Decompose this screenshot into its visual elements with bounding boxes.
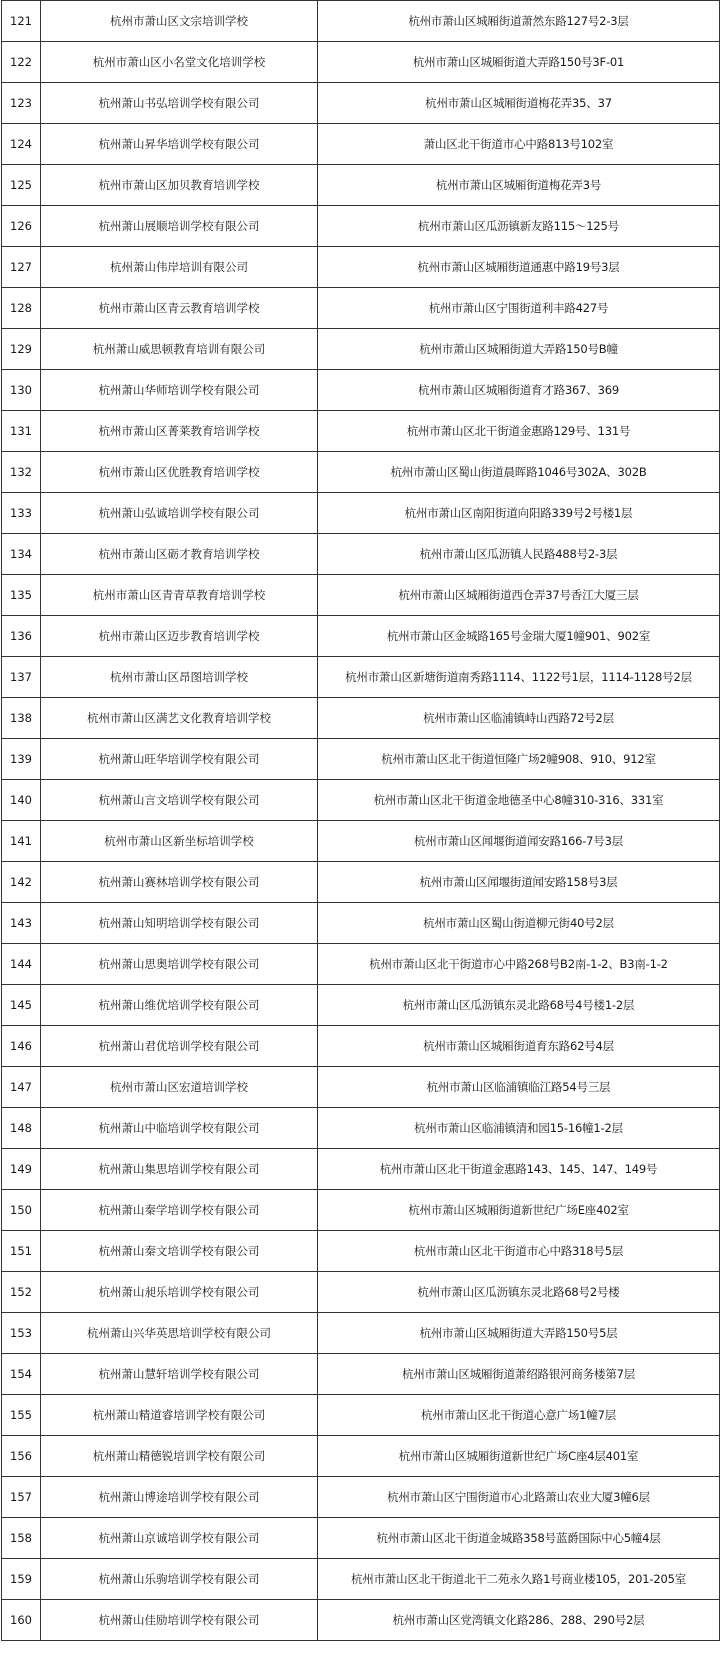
school-address: 杭州市萧山区北干街道北干二苑永久路1号商业楼105，201-205室 <box>318 1559 720 1600</box>
school-address: 杭州市萧山区城厢街道通惠中路19号3层 <box>318 247 720 288</box>
row-number: 149 <box>2 1149 41 1190</box>
table-row <box>2 534 720 575</box>
school-name: 杭州市萧山区迈步教育培训学校 <box>41 616 318 657</box>
school-address: 杭州市萧山区城厢街道西仓弄37号香江大厦三层 <box>318 575 720 616</box>
row-number: 152 <box>2 1272 41 1313</box>
school-name: 杭州市萧山区青青草教育培训学校 <box>41 575 318 616</box>
school-address: 杭州市萧山区城厢街道梅花弄3号 <box>318 165 720 206</box>
school-address: 杭州市萧山区临浦镇峙山西路72号2层 <box>318 698 720 739</box>
school-name: 杭州市萧山区优胜教育培训学校 <box>41 452 318 493</box>
table-row <box>2 42 720 83</box>
table-row <box>2 1600 720 1641</box>
table-row <box>2 1559 720 1600</box>
school-name: 杭州萧山赛林培训学校有限公司 <box>41 862 318 903</box>
table-row <box>2 698 720 739</box>
school-address: 杭州市萧山区北干街道金惠路129号、131号 <box>318 411 720 452</box>
table-row <box>2 288 720 329</box>
row-number: 135 <box>2 575 41 616</box>
table-row <box>2 1477 720 1518</box>
school-name: 杭州市萧山区满艺文化教育培训学校 <box>41 698 318 739</box>
school-name: 杭州市萧山区文宗培训学校 <box>41 1 318 42</box>
table-row <box>2 575 720 616</box>
school-address: 杭州市萧山区北干街道市心中路318号5层 <box>318 1231 720 1272</box>
table-row <box>2 1067 720 1108</box>
row-number: 144 <box>2 944 41 985</box>
school-address: 杭州市萧山区城厢街道大弄路150号5层 <box>318 1313 720 1354</box>
row-number: 153 <box>2 1313 41 1354</box>
row-number: 137 <box>2 657 41 698</box>
school-name: 杭州萧山旺华培训学校有限公司 <box>41 739 318 780</box>
table-row <box>2 1518 720 1559</box>
row-number: 146 <box>2 1026 41 1067</box>
school-address: 杭州市萧山区北干街道恒隆广场2幢908、910、912室 <box>318 739 720 780</box>
school-address: 杭州市萧山区北干街道金城路358号蓝爵国际中心5幢4层 <box>318 1518 720 1559</box>
school-name: 杭州萧山展顺培训学校有限公司 <box>41 206 318 247</box>
row-number: 147 <box>2 1067 41 1108</box>
school-name: 杭州市萧山区加贝教育培训学校 <box>41 165 318 206</box>
school-address: 杭州市萧山区城厢街道新世纪广场C座4层401室 <box>318 1436 720 1477</box>
school-name: 杭州萧山威思顿教育培训有限公司 <box>41 329 318 370</box>
school-address: 杭州市萧山区金城路165号金瑞大厦1幢901、902室 <box>318 616 720 657</box>
table-row <box>2 165 720 206</box>
row-number: 151 <box>2 1231 41 1272</box>
school-name: 杭州市萧山区菁莱教育培训学校 <box>41 411 318 452</box>
table-row <box>2 1026 720 1067</box>
school-address: 杭州市萧山区城厢街道萧然东路127号2-3层 <box>318 1 720 42</box>
school-name: 杭州市萧山区新坐标培训学校 <box>41 821 318 862</box>
school-name: 杭州萧山君优培训学校有限公司 <box>41 1026 318 1067</box>
table-row <box>2 1313 720 1354</box>
school-name: 杭州萧山秦文培训学校有限公司 <box>41 1231 318 1272</box>
school-address: 杭州市萧山区城厢街道梅花弄35、37 <box>318 83 720 124</box>
row-number: 150 <box>2 1190 41 1231</box>
table-row <box>2 1108 720 1149</box>
school-name: 杭州萧山伟岸培训有限公司 <box>41 247 318 288</box>
school-address: 杭州市萧山区宁围街道利丰路427号 <box>318 288 720 329</box>
row-number: 130 <box>2 370 41 411</box>
row-number: 148 <box>2 1108 41 1149</box>
school-name: 杭州市萧山区小名堂文化培训学校 <box>41 42 318 83</box>
school-name: 杭州萧山言文培训学校有限公司 <box>41 780 318 821</box>
row-number: 132 <box>2 452 41 493</box>
school-name: 杭州萧山秦学培训学校有限公司 <box>41 1190 318 1231</box>
row-number: 145 <box>2 985 41 1026</box>
table-row <box>2 329 720 370</box>
school-address: 杭州市萧山区城厢街道新世纪广场E座402室 <box>318 1190 720 1231</box>
school-name: 杭州萧山昶乐培训学校有限公司 <box>41 1272 318 1313</box>
table-row <box>2 1190 720 1231</box>
row-number: 125 <box>2 165 41 206</box>
school-name: 杭州萧山中临培训学校有限公司 <box>41 1108 318 1149</box>
school-address: 萧山区北干街道市心中路813号102室 <box>318 124 720 165</box>
table-row <box>2 1231 720 1272</box>
school-name: 杭州萧山佳励培训学校有限公司 <box>41 1600 318 1641</box>
row-number: 159 <box>2 1559 41 1600</box>
row-number: 154 <box>2 1354 41 1395</box>
school-address: 杭州市萧山区北干街道金地德圣中心8幢310-316、331室 <box>318 780 720 821</box>
school-name: 杭州萧山知明培训学校有限公司 <box>41 903 318 944</box>
table-row <box>2 944 720 985</box>
row-number: 158 <box>2 1518 41 1559</box>
school-address: 杭州市萧山区瓜沥镇新友路115～125号 <box>318 206 720 247</box>
school-name: 杭州萧山精德锐培训学校有限公司 <box>41 1436 318 1477</box>
table-row <box>2 411 720 452</box>
school-address: 杭州市萧山区城厢街道大弄路150号3F-01 <box>318 42 720 83</box>
school-name: 杭州萧山慧轩培训学校有限公司 <box>41 1354 318 1395</box>
school-name: 杭州市萧山区昂图培训学校 <box>41 657 318 698</box>
table-row <box>2 739 720 780</box>
row-number: 133 <box>2 493 41 534</box>
table-row <box>2 1149 720 1190</box>
school-name: 杭州市萧山区宏道培训学校 <box>41 1067 318 1108</box>
row-number: 123 <box>2 83 41 124</box>
row-number: 128 <box>2 288 41 329</box>
school-name: 杭州萧山兴华英思培训学校有限公司 <box>41 1313 318 1354</box>
school-address: 杭州市萧山区城厢街道萧绍路银河商务楼第7层 <box>318 1354 720 1395</box>
school-name: 杭州萧山昇华培训学校有限公司 <box>41 124 318 165</box>
row-number: 141 <box>2 821 41 862</box>
table-row <box>2 493 720 534</box>
school-address: 杭州市萧山区北干街道心意广场1幢7层 <box>318 1395 720 1436</box>
school-address: 杭州市萧山区蜀山街道晨晖路1046号302A、302B <box>318 452 720 493</box>
row-number: 136 <box>2 616 41 657</box>
school-name: 杭州市萧山区砺才教育培训学校 <box>41 534 318 575</box>
row-number: 140 <box>2 780 41 821</box>
row-number: 155 <box>2 1395 41 1436</box>
row-number: 131 <box>2 411 41 452</box>
school-address: 杭州市萧山区北干街道金惠路143、145、147、149号 <box>318 1149 720 1190</box>
school-address: 杭州市萧山区闻堰街道闻安路166-7号3层 <box>318 821 720 862</box>
school-address: 杭州市萧山区南阳街道向阳路339号2号楼1层 <box>318 493 720 534</box>
school-address: 杭州市萧山区临浦镇清和园15-16幢1-2层 <box>318 1108 720 1149</box>
school-name: 杭州萧山京诚培训学校有限公司 <box>41 1518 318 1559</box>
row-number: 157 <box>2 1477 41 1518</box>
row-number: 129 <box>2 329 41 370</box>
school-name: 杭州萧山集思培训学校有限公司 <box>41 1149 318 1190</box>
school-address: 杭州市萧山区闻堰街道闻安路158号3层 <box>318 862 720 903</box>
school-name: 杭州萧山博途培训学校有限公司 <box>41 1477 318 1518</box>
row-number: 121 <box>2 1 41 42</box>
table-row <box>2 862 720 903</box>
school-name: 杭州萧山书弘培训学校有限公司 <box>41 83 318 124</box>
row-number: 160 <box>2 1600 41 1641</box>
row-number: 139 <box>2 739 41 780</box>
table-row <box>2 985 720 1026</box>
row-number: 134 <box>2 534 41 575</box>
school-address: 杭州市萧山区新塘街道南秀路1114、1122号1层，1114-1128号2层 <box>318 657 720 698</box>
table-row <box>2 903 720 944</box>
school-address: 杭州市萧山区瓜沥镇东灵北路68号4号楼1-2层 <box>318 985 720 1026</box>
row-number: 156 <box>2 1436 41 1477</box>
school-name: 杭州萧山思奥培训学校有限公司 <box>41 944 318 985</box>
row-number: 138 <box>2 698 41 739</box>
table-row <box>2 1354 720 1395</box>
table-row <box>2 83 720 124</box>
school-address: 杭州市萧山区瓜沥镇东灵北路68号2号楼 <box>318 1272 720 1313</box>
school-address: 杭州市萧山区临浦镇临江路54号三层 <box>318 1067 720 1108</box>
table-row <box>2 370 720 411</box>
table-body <box>2 1 720 1641</box>
row-number: 126 <box>2 206 41 247</box>
school-name: 杭州萧山弘诚培训学校有限公司 <box>41 493 318 534</box>
school-name: 杭州萧山华师培训学校有限公司 <box>41 370 318 411</box>
school-address: 杭州市萧山区宁围街道市心北路萧山农业大厦3幢6层 <box>318 1477 720 1518</box>
school-address: 杭州市萧山区城厢街道育才路367、369 <box>318 370 720 411</box>
table-row <box>2 452 720 493</box>
school-name: 杭州萧山乐驹培训学校有限公司 <box>41 1559 318 1600</box>
row-number: 143 <box>2 903 41 944</box>
school-name: 杭州市萧山区青云教育培训学校 <box>41 288 318 329</box>
row-number: 122 <box>2 42 41 83</box>
school-address: 杭州市萧山区蜀山街道柳元街40号2层 <box>318 903 720 944</box>
table-row <box>2 657 720 698</box>
table-row <box>2 1 720 42</box>
school-address: 杭州市萧山区城厢街道育东路62号4层 <box>318 1026 720 1067</box>
row-number: 124 <box>2 124 41 165</box>
school-name: 杭州萧山维优培训学校有限公司 <box>41 985 318 1026</box>
row-number: 127 <box>2 247 41 288</box>
school-address: 杭州市萧山区瓜沥镇人民路488号2-3层 <box>318 534 720 575</box>
school-address: 杭州市萧山区北干街道市心中路268号B2南-1-2、B3南-1-2 <box>318 944 720 985</box>
table-row <box>2 616 720 657</box>
table-row <box>2 206 720 247</box>
table-row <box>2 780 720 821</box>
school-address: 杭州市萧山区党湾镇文化路286、288、290号2层 <box>318 1600 720 1641</box>
table-row <box>2 1272 720 1313</box>
table-row <box>2 247 720 288</box>
table-row <box>2 1436 720 1477</box>
row-number: 142 <box>2 862 41 903</box>
training-school-table <box>1 0 720 1641</box>
school-name: 杭州萧山精道睿培训学校有限公司 <box>41 1395 318 1436</box>
table-row <box>2 124 720 165</box>
school-address: 杭州市萧山区城厢街道大弄路150号B幢 <box>318 329 720 370</box>
table-row <box>2 821 720 862</box>
table-row <box>2 1395 720 1436</box>
